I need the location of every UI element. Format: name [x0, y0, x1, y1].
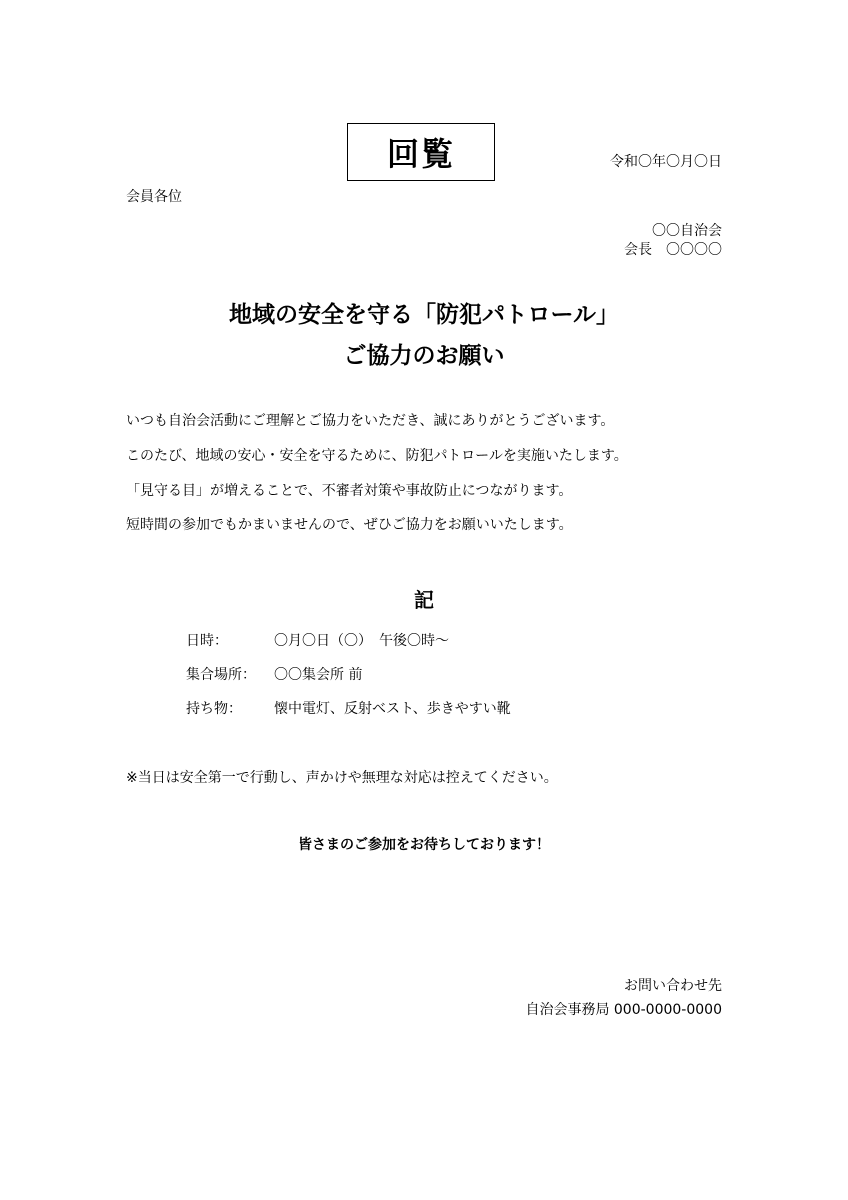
ki-heading: 記	[414, 588, 434, 612]
kairan-stamp-box	[347, 123, 495, 181]
detail-value-datetime: 〇月〇日（〇） 午後〇時～	[274, 633, 449, 649]
detail-value-belongings: 懐中電灯、反射ベスト、歩きやすい靴	[274, 701, 511, 717]
body-paragraph: いつも自治会活動にご理解とご協力をいただき、誠にありがとうございます。	[126, 413, 615, 429]
body-paragraph: 短時間の参加でもかまいませんので、ぜひご協力をお願いいたします。	[126, 517, 573, 533]
closing-message: 皆さまのご参加をお待ちしております！	[298, 837, 550, 853]
detail-label-belongings: 持ち物：	[186, 701, 242, 717]
body-paragraph: 「見守る目」が増えることで、不審者対策や事故防止につながります。	[126, 483, 573, 499]
detail-label-datetime: 日時：	[186, 633, 228, 649]
kairan-label: 回覧	[386, 135, 455, 173]
body-paragraph: このたび、地域の安心・安全を守るために、防犯パトロールを実施いたします。	[126, 448, 628, 464]
organization-name: 〇〇自治会	[652, 223, 722, 239]
detail-value-meeting-place: 〇〇集会所 前	[274, 667, 363, 683]
president-name: 会長 〇〇〇〇	[624, 242, 722, 258]
contact-label: お問い合わせ先	[624, 978, 722, 994]
document-title-line1: 地域の安全を守る「防犯パトロール」	[228, 302, 620, 328]
contact-info: 自治会事務局 000-0000-0000	[525, 1002, 722, 1018]
safety-note: ※当日は安全第一で行動し、声かけや無理な対応は控えてください。	[126, 770, 558, 786]
document-title-line2: ご協力のお願い	[343, 343, 505, 369]
addressee: 会員各位	[126, 189, 182, 205]
detail-label-meeting-place: 集合場所：	[186, 667, 256, 683]
issue-date: 令和〇年〇月〇日	[610, 154, 722, 170]
